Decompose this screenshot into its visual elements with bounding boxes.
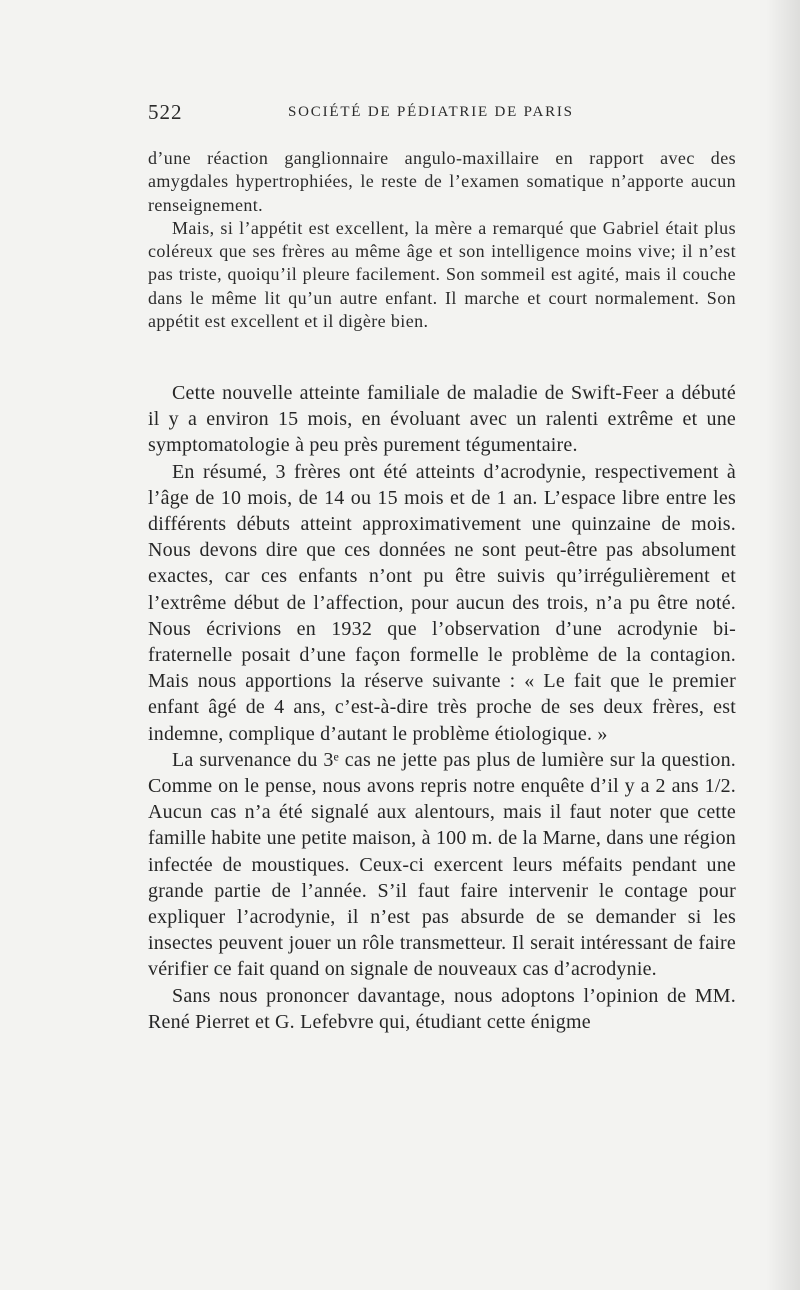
paragraph-6: Sans nous prononcer davantage, nous adoptons l’opinion de MM. René Pierret et G. Lefebvre qui, étudiant cette énigme xyxy=(148,984,736,1033)
page-header xyxy=(148,100,736,130)
paragraph-1: d’une réaction ganglionnaire angulo-maxillaire en rapport avec des amygdales hypertrophiées, le reste de l’examen somatique n’apporte aucun renseignement. xyxy=(148,148,736,215)
paragraph-3: Cette nouvelle atteinte familiale de maladie de Swift-Feer a débuté il y a environ 15 mois, en évoluant avec un ralenti extrême et une symptomatologie à peu près purement tégumentaire. xyxy=(148,382,736,457)
paragraph-2: Mais, si l’appétit est excellent, la mère a remarqué que Gabriel était plus coléreux que ses frères au même âge et son intelligence moins vive; il n’est pas triste, quoiqu’il pleure facilement. Son sommeil est agité, mais il couche dans le même lit qu’un autre enfant. Il marche et court normalement. Son appétit est excellent et il digère bien. xyxy=(148,217,736,332)
paragraph-4: En résumé, 3 frères ont été atteints d’acrodynie, respectivement à l’âge de 10 mois, de 14 ou 15 mois et de 1 an. L’espace libre entre les différents débuts atteint approximativement une quinzaine de mois. Nous devons dire que ces données ne sont peut-être pas absolument exactes, car ces enfants n’ont pu être suivis qu’irrégulièrement et l’extrême début de l’affection, pour aucun des trois, n’a pu être noté. Nous écrivions en 1932 que l’observation d’une acrodynie bi-fraternelle posait d’une façon formelle le problème de la contagion. Mais nous apportions la réserve suivante : « Le fait que le premier enfant âgé de 4 ans, c’est-à-dire très proche de ses deux frères, est indemne, complique d’autant le problème étiologique. » xyxy=(148,460,736,745)
body-section-small-print xyxy=(148,147,736,333)
paragraph-5: La survenance du 3ᵉ cas ne jette pas plus de lumière sur la question. Comme on le pense, nous avons repris notre enquête d’il y a 2 ans 1/2. Aucun cas n’a été signalé aux alentours, mais il faut noter que cette famille habite une petite maison, à 100 m. de la Marne, dans une région infectée de moustiques. Ceux-ci exercent leurs méfaits pendant une grande partie de l’année. S’il faut faire intervenir le contage pour expliquer l’acrodynie, il n’est pas absurde de se demander si les insectes peuvent jouer un rôle transmetteur. Il serait intéressant de faire vérifier ce fait quand on signale de nouveaux cas d’acrodynie. xyxy=(148,748,736,981)
running-title: SOCIÉTÉ DE PÉDIATRIE DE PARIS xyxy=(288,104,574,120)
body-section-main-text xyxy=(148,380,736,1035)
page-number: 522 xyxy=(148,100,183,124)
page-edge-shadow xyxy=(766,0,800,1290)
